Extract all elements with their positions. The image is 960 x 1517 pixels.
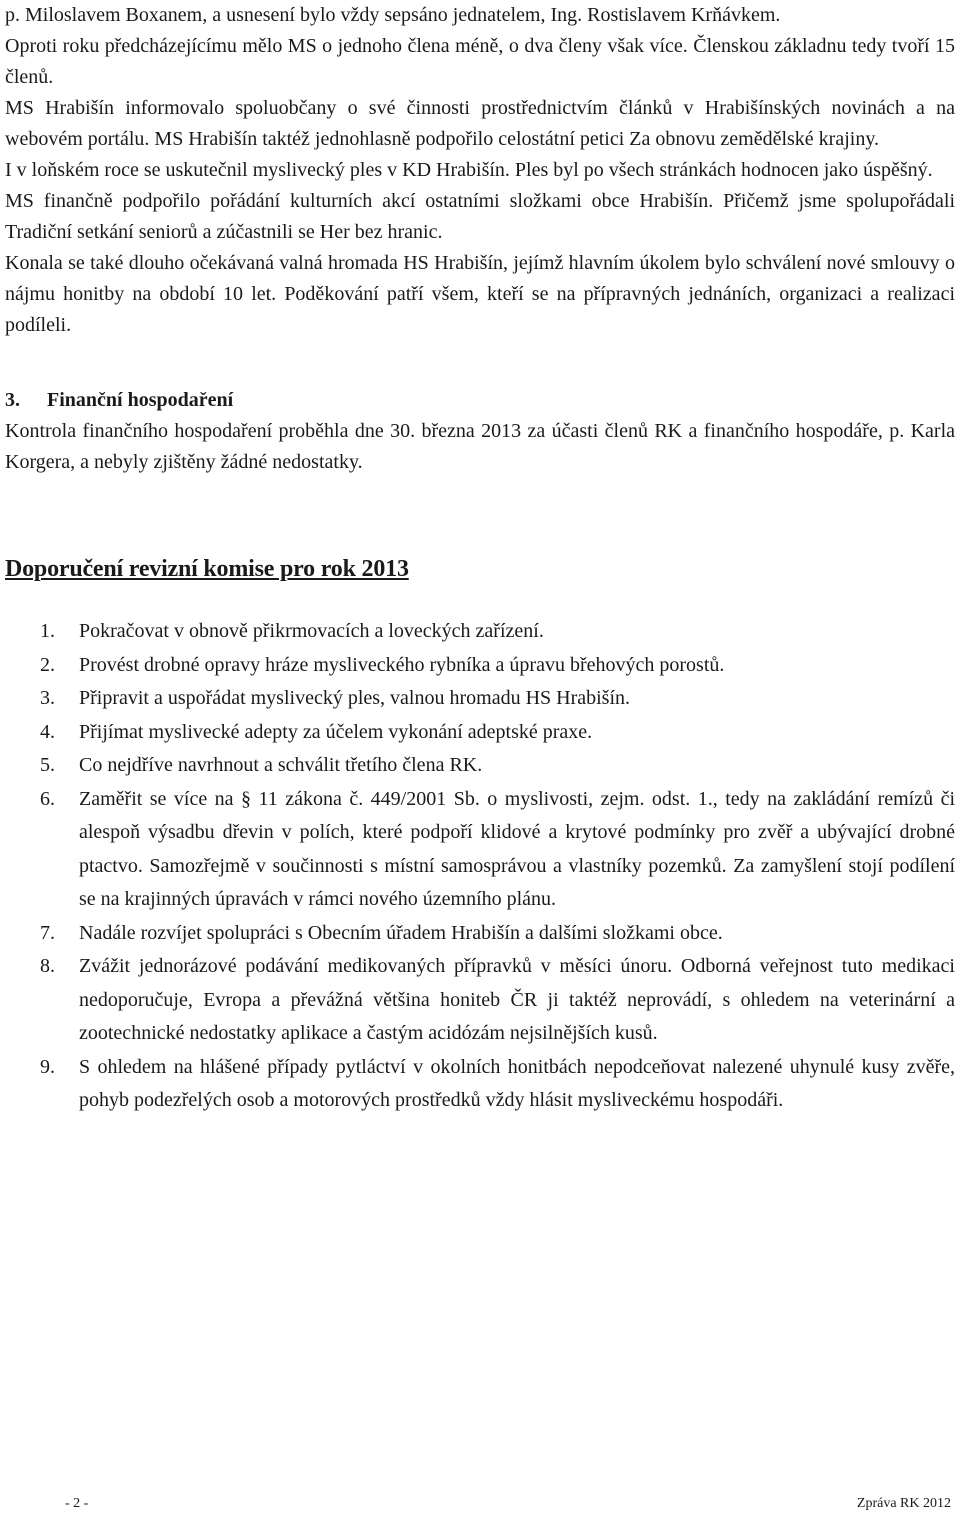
section-number: 3.	[5, 389, 20, 411]
list-item	[5, 749, 955, 783]
list-item-text: S ohledem na hlášené případy pytláctví v okolních honitbách nepodceňovat nalezené uhynulé kusy zvěře, pohyb podezřelých osob a motorových prostředků vždy hlásit mysliveckému hospodáři.	[79, 1055, 955, 1111]
paragraph-culture-support: MS finančně podpořilo pořádání kulturních akcí ostatními složkami obce Hrabišín. Přičemž jsme spolupořádali Tradiční setkání seniorů a zúčastnili se Her bez hranic.	[5, 190, 955, 243]
list-item-text: Pokračovat v obnově přikrmovacích a loveckých zařízení.	[79, 620, 544, 642]
paragraph-ball: I v loňském roce se uskutečnil myslivecký ples v KD Hrabišín. Ples byl po všech stránkách hodnocen jako úspěšný.	[5, 159, 933, 181]
list-item-text: Zaměřit se více na § 11 zákona č. 449/2001 Sb. o myslivosti, zejm. odst. 1., tedy na zakládání remízů či alespoň výsadbu dřevin v polích, které podpoří klidové a krytové podmínky pro zvěř a ubývající drobné ptactvo. Samozřejmě v součinnosti s místní samosprávou a vlastníky pozemků. Za zamyšlení stojí podílení se na krajinných úpravách v rámci nového územního plánu.	[79, 787, 955, 910]
list-item-text: Co nejdříve navrhnout a schválit třetího člena RK.	[79, 754, 483, 776]
list-item-number: 4.	[40, 720, 55, 743]
list-item	[5, 917, 955, 951]
list-item-number: 8.	[40, 955, 55, 977]
list-item-text: Zvážit jednorázové podávání medikovaných přípravků v měsíci únoru. Odborná veřejnost tuto medikaci nedoporučuje, Evropa a převážná většina honiteb ČR ji taktéž neprovádí, s ohledem na veterinární a zootechnické nedostatky aplikace a častým acidózám nejsilnějších kusů.	[79, 955, 955, 1044]
paragraph-information: MS Hrabišín informovalo spoluobčany o své činnosti prostřednictvím článků v Hrabišínských novinách a na webovém portálu. MS Hrabišín taktéž jednohlasně podpořilo celostátní petici Za obnovu zemědělské krajiny.	[5, 97, 955, 150]
document-page	[5, 0, 955, 1118]
list-item-text: Přijímat myslivecké adepty za účelem vykonání adeptské praxe.	[79, 720, 593, 743]
section-title: Finanční hospodaření	[47, 389, 234, 411]
list-item-text: Připravit a uspořádat myslivecký ples, valnou hromadu HS Hrabišín.	[79, 687, 631, 709]
list-item	[5, 783, 955, 917]
page-number: - 2 -	[65, 1496, 89, 1511]
recommendations-heading: Doporučení revizní komise pro rok 2013	[5, 556, 409, 582]
paragraph-finance-check: Kontrola finančního hospodaření proběhla dne 30. března 2013 za účasti členů RK a finančního hospodáře, p. Karla Korgera, a nebyly zjištěny žádné nedostatky.	[5, 420, 955, 473]
paragraph-general-meeting: Konala se také dlouho očekávaná valná hromada HS Hrabišín, jejímž hlavním úkolem bylo schválení nové smlouvy o nájmu honitby na období 10 let. Poděkování patří všem, kteří se na přípravných jednáních, organizaci a realizaci podíleli.	[5, 252, 955, 336]
list-item	[5, 649, 955, 683]
paragraph-membership: Oproti roku předcházejícímu mělo MS o jednoho člena méně, o dva členy však více. Členskou základnu tedy tvoří 15 členů.	[5, 35, 955, 88]
section-heading-finance	[5, 385, 955, 416]
list-item-number: 5.	[40, 754, 55, 776]
list-item	[5, 1051, 955, 1118]
list-item-number: 7.	[40, 921, 55, 944]
list-item-number: 9.	[40, 1055, 55, 1078]
document-name: Zpráva RK 2012	[856, 1496, 951, 1511]
list-item	[5, 682, 955, 716]
list-item-number: 2.	[40, 653, 55, 676]
list-item	[5, 716, 955, 750]
list-item-number: 1.	[40, 620, 55, 642]
list-item-text: Provést drobné opravy hráze mysliveckého rybníka a úpravu břehových porostů.	[79, 653, 725, 676]
paragraph-board-meetings: p. Miloslavem Boxanem, a usnesení bylo vždy sepsáno jednatelem, Ing. Rostislavem Krňávkem.	[5, 4, 781, 26]
list-item	[5, 950, 955, 1051]
list-item-text: Nadále rozvíjet spolupráci s Obecním úřadem Hrabišín a dalšími složkami obce.	[79, 921, 723, 944]
list-item-number: 3.	[40, 687, 55, 709]
recommendations-list	[5, 615, 955, 1118]
list-item	[5, 615, 955, 649]
list-item-number: 6.	[40, 787, 55, 810]
